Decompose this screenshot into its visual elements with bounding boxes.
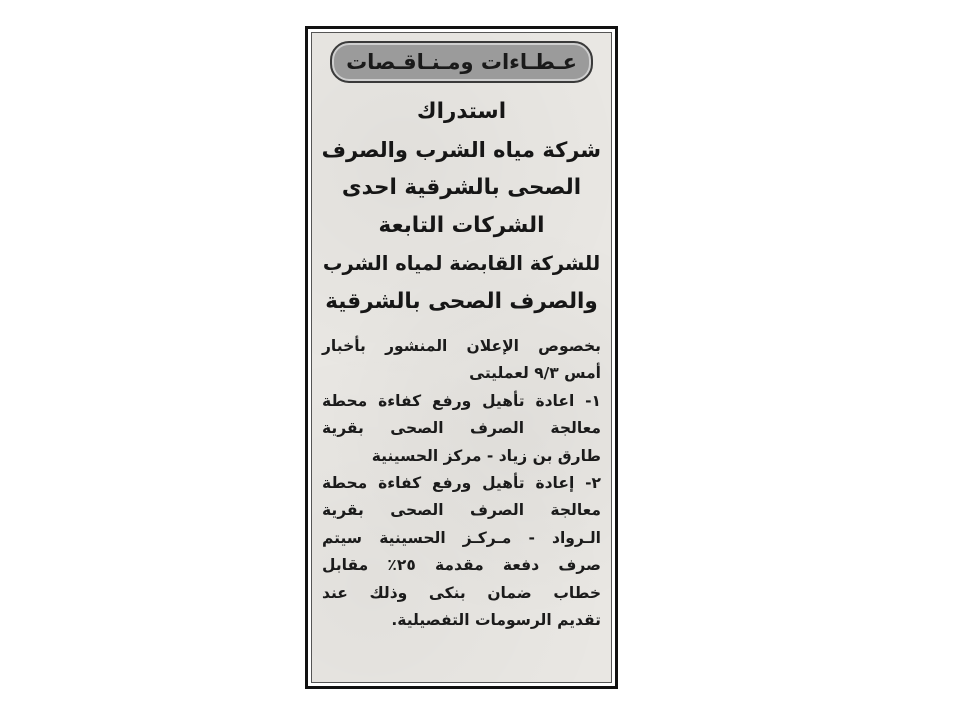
headline-line: استدراك xyxy=(416,99,507,124)
body-line: طارق بن زياد - مركز الحسينية xyxy=(371,446,601,465)
headline-line: للشركة القابضة لمياه الشرب xyxy=(322,252,601,275)
body-line: صرف دفعة مقدمة ٢٥٪ مقابل xyxy=(322,556,601,575)
body-line: تقديم الرسومات التفصيلية. xyxy=(391,611,601,630)
newspaper-clipping-frame xyxy=(305,26,618,689)
body-line: بخصوص الإعلان المنشور بأخبار xyxy=(322,337,601,355)
body-line: معالجة الصرف الصحى بقرية xyxy=(322,501,601,520)
body-line: خطاب ضمان بنكى وذلك عند xyxy=(322,583,601,602)
headline-line: الصحى بالشرقية احدى xyxy=(341,175,582,200)
announcement-body xyxy=(322,333,601,634)
body-line: الـرواد - مـركـز الحسينية سيتم xyxy=(322,528,601,547)
headline-line: شركة مياه الشرب والصرف xyxy=(321,138,601,162)
body-line: معالجة الصرف الصحى بقرية xyxy=(322,419,601,438)
newspaper-clipping xyxy=(311,32,612,683)
body-line: أمس ٩/٣ لعمليتى xyxy=(469,364,601,383)
body-line: ١- اعادة تأهيل ورفع كفاءة محطة xyxy=(322,391,601,410)
headline-line: والصرف الصحى بالشرقية xyxy=(325,289,598,314)
announcement-headline xyxy=(322,93,601,321)
body-line: ٢- إعادة تأهيل ورفع كفاءة محطة xyxy=(322,474,601,493)
section-header-banner xyxy=(330,41,593,83)
section-header-title: عـطـاءات ومـنـاقـصات xyxy=(346,50,577,74)
headline-line: الشركات التابعة xyxy=(378,213,545,238)
